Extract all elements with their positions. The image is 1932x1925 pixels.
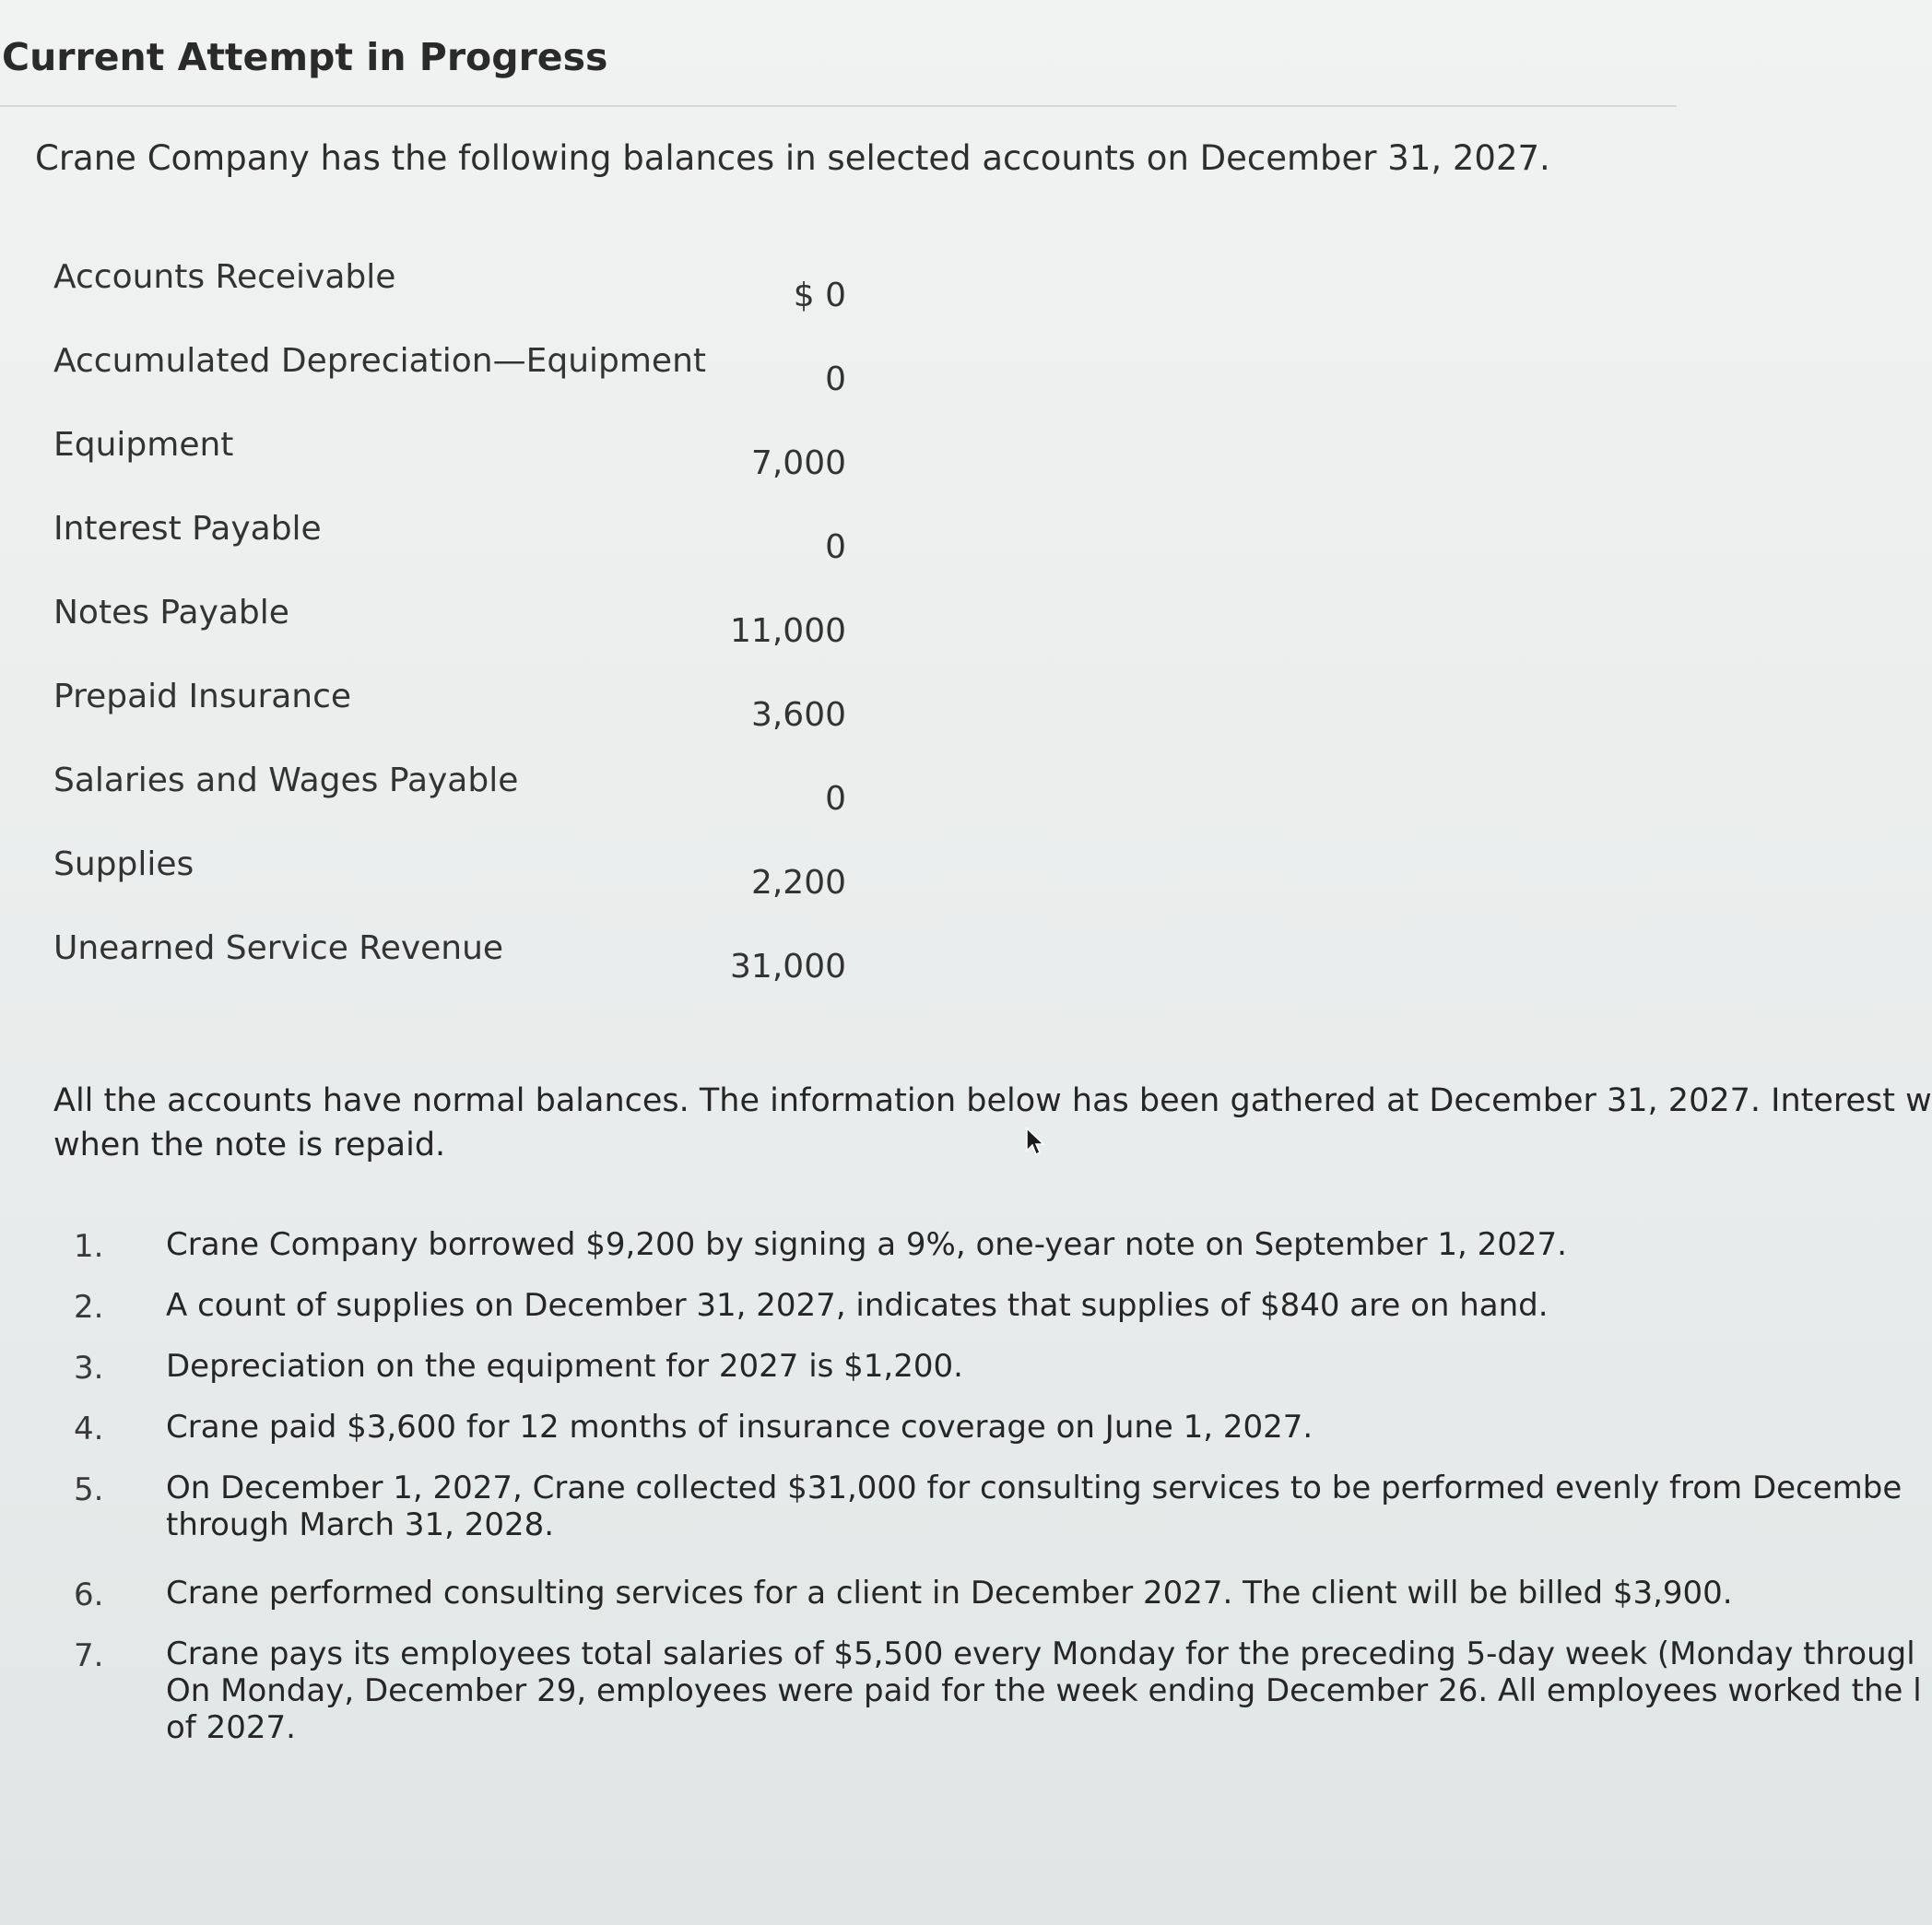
account-amount: 0 — [825, 528, 846, 566]
account-amount: 0 — [825, 780, 846, 818]
account-amount: 31,000 — [730, 948, 846, 986]
info-line: All the accounts have normal balances. The information below has been gathered at December 31, 2027. Interest w — [53, 1082, 1932, 1119]
item-number: 2. — [74, 1289, 104, 1326]
item-text-line: On Monday, December 29, employees were paid for the week ending December 26. All employees worked the l — [166, 1672, 1922, 1709]
item-text — [166, 1575, 1733, 1612]
item-text-line: A count of supplies on December 31, 2027, indicates that supplies of $840 are on hand. — [166, 1287, 1549, 1324]
item-text-line: Crane pays its employees total salaries of $5,500 every Monday for the preceding 5-day week (Monday througl — [166, 1636, 1915, 1672]
account-name: Unearned Service Revenue — [53, 929, 504, 967]
item-number: 4. — [74, 1411, 104, 1447]
account-amount: $ 0 — [793, 277, 846, 314]
account-name: Notes Payable — [53, 594, 289, 632]
item-text-line: Depreciation on the equipment for 2027 is $1,200. — [166, 1348, 963, 1385]
account-amount: 11,000 — [730, 612, 846, 650]
balance-row — [53, 918, 846, 1002]
account-name: Equipment — [53, 426, 234, 464]
item-text-line: Crane performed consulting services for a client in December 2027. The client will be billed $3,900. — [166, 1575, 1733, 1612]
account-amount: 0 — [825, 360, 846, 398]
account-amount: 7,000 — [750, 444, 846, 482]
item-number: 1. — [74, 1228, 104, 1265]
item-text-line: Crane paid $3,600 for 12 months of insurance coverage on June 1, 2027. — [166, 1409, 1314, 1446]
info-paragraph — [53, 1079, 1932, 1167]
balance-row — [53, 247, 846, 331]
account-balances-table — [53, 247, 846, 1002]
attempt-status-heading: Current Attempt in Progress — [2, 35, 608, 79]
balance-row — [53, 583, 846, 667]
list-item — [74, 1470, 1903, 1547]
item-text — [166, 1348, 1677, 1385]
account-name: Prepaid Insurance — [53, 678, 352, 715]
balance-row — [53, 331, 846, 415]
item-text-line: On December 1, 2027, Crane collected $31,000 for consulting services to be performed evenly from Decembe — [166, 1470, 1903, 1506]
balance-row — [53, 834, 846, 918]
item-number: 6. — [74, 1577, 104, 1613]
list-item — [74, 1636, 1922, 1750]
item-text-line: Crane Company borrowed $9,200 by signing a 9%, one-year note on September 1, 2027. — [166, 1226, 1567, 1263]
list-item — [74, 1348, 1677, 1388]
item-text — [166, 1636, 1922, 1746]
info-line: when the note is repaid. — [53, 1127, 446, 1163]
item-text — [166, 1226, 1677, 1263]
list-item — [74, 1409, 1677, 1449]
item-text-line: through March 31, 2028. — [166, 1506, 555, 1543]
list-item — [74, 1226, 1677, 1267]
item-number: 7. — [74, 1637, 104, 1674]
account-amount: 3,600 — [750, 696, 846, 734]
balance-row — [53, 415, 846, 499]
item-number: 3. — [74, 1350, 104, 1387]
problem-intro: Crane Company has the following balances in selected accounts on December 31, 2027. — [35, 138, 1550, 178]
item-text-line: of 2027. — [166, 1709, 296, 1746]
list-item — [74, 1575, 1733, 1615]
account-name: Interest Payable — [53, 510, 322, 548]
account-name: Accumulated Depreciation—Equipment — [53, 342, 707, 380]
item-text — [166, 1287, 1677, 1324]
balance-row — [53, 750, 846, 834]
adjustment-items-list — [74, 1226, 1922, 1750]
account-name: Supplies — [53, 845, 194, 883]
item-text — [166, 1409, 1677, 1446]
balance-row — [53, 499, 846, 583]
item-number: 5. — [74, 1471, 104, 1508]
mouse-pointer-icon — [1025, 1127, 1045, 1156]
list-item — [74, 1287, 1677, 1328]
item-text — [166, 1470, 1903, 1543]
header-divider — [0, 105, 1677, 107]
account-amount: 2,200 — [750, 864, 846, 902]
balance-row — [53, 667, 846, 750]
account-name: Accounts Receivable — [53, 258, 396, 296]
account-name: Salaries and Wages Payable — [53, 762, 519, 799]
